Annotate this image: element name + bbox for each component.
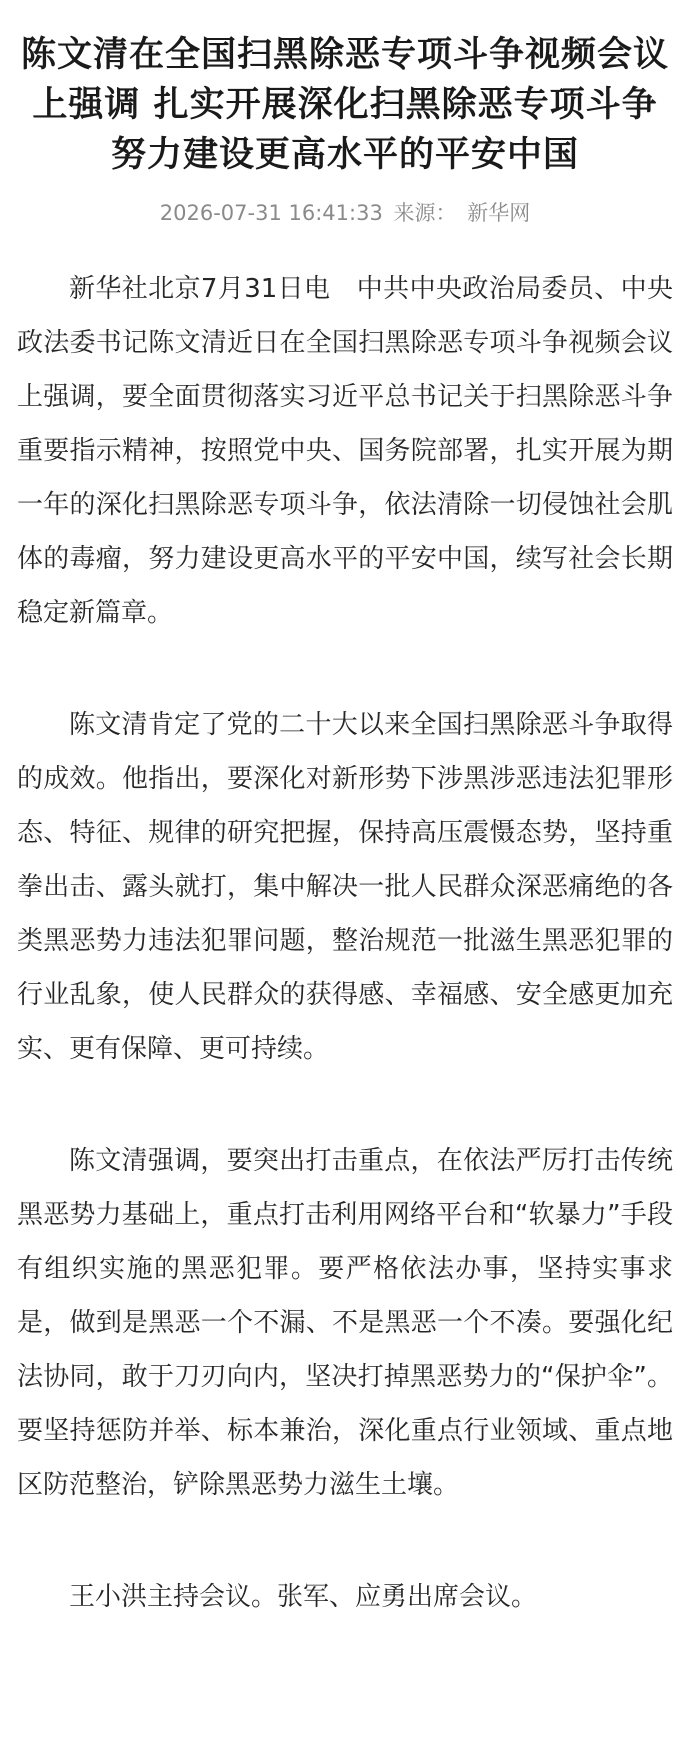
article-title: 陈文清在全国扫黑除恶专项斗争视频会议上强调 扎实开展深化扫黑除恶专项斗争 努力建设更高水平的平安中国 [20,35,669,175]
source-name: 新华网 [467,201,531,225]
article-paragraph-1: 新华社北京7月31日电 中共中央政治局委员、中央政法委书记陈文清近日在全国扫黑除恶专项斗争视频会议上强调，要全面贯彻落实习近平总书记关于扫黑除恶斗争重要指示精神，按照党中央、国务院部署，扎实开展为期一年的深化扫黑除恶专项斗争，依法清除一切侵蚀社会肌体的毒瘤，努力建设更高水平的平安中国，续写社会长期稳定新篇章。 [17,274,673,628]
article-meta [17,198,673,228]
article-paragraph-3: 陈文清强调，要突出打击重点，在依法严厉打击传统黑恶势力基础上，重点打击利用网络平台和“软暴力”手段有组织实施的黑恶犯罪。要严格依法办事，坚持实事求是，做到是黑恶一个不漏、不是黑恶一个不凑。要强化纪法协同，敢于刀刃向内，坚决打掉黑恶势力的“保护伞”。要坚持惩防并举、标本兼治，深化重点行业领域、重点地区防范整治，铲除黑恶势力滋生土壤。 [17,1146,673,1500]
source-label: 来源： [393,201,457,225]
publish-datetime: 2026-07-31 16:41:33 [159,201,383,225]
article-paragraph-4: 王小洪主持会议。张军、应勇出席会议。 [69,1582,538,1612]
article-paragraph-2: 陈文清肯定了党的二十大以来全国扫黑除恶斗争取得的成效。他指出，要深化对新形势下涉黑涉恶违法犯罪形态、特征、规律的研究把握，保持高压震慑态势，坚持重拳出击、露头就打，集中解决一批人民群众深恶痛绝的各类黑恶势力违法犯罪问题，整治规范一批滋生黑恶犯罪的行业乱象，使人民群众的获得感、幸福感、安全感更加充实、更有保障、更可持续。 [17,710,673,1064]
article-body [17,262,673,1624]
